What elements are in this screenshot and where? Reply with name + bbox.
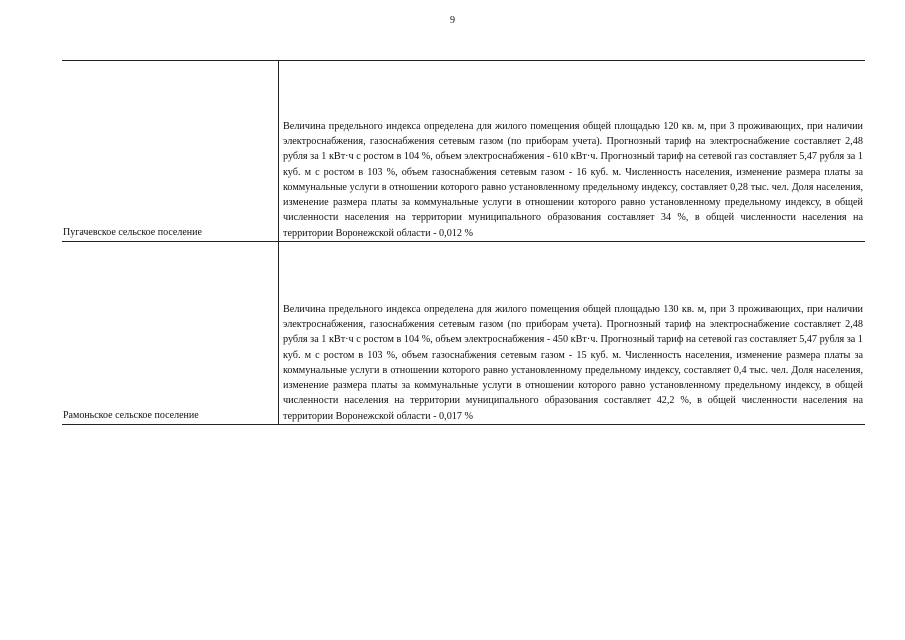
page-number: 9 (450, 15, 455, 26)
table-row (62, 61, 865, 242)
table-row (62, 242, 865, 425)
settlement-name: Рамоньское сельское поселение (62, 242, 279, 425)
settlement-description: Величина предельного индекса определена для жилого помещения общей площадью 120 кв. м, при 3 проживающих, при наличии электроснабжения, газоснабжения сетевым газом (по приборам учета). Прогнозный тариф на электроснабжение составляет 2,48 рубля за 1 кВт·ч с ростом в 104 %, объем электроснабжения - 610 кВт·ч. Прогнозный тариф на сетевой газ составляет 5,47 рубля за 1 куб. м с ростом в 103 %, объем газоснабжения сетевым газом - 16 куб. м. Численность населения, изменение размера платы за коммунальные услуги в отношении которого равно установленному предельному индексу, составляет 0,28 тыс. чел. Доля населения, изменение размера платы за коммунальные услуги в отношении которого равно установленному предельному индексу, в общей численности населения на территории муниципального образования составляет 34 %, в общей численности населения на территории Воронежской области - 0,012 % (279, 61, 866, 242)
settlement-description: Величина предельного индекса определена для жилого помещения общей площадью 130 кв. м, при 3 проживающих, при наличии электроснабжения, газоснабжения сетевым газом (по приборам учета). Прогнозный тариф на электроснабжение составляет 2,48 рубля за 1 кВт·ч с ростом в 104 %, объем электроснабжения - 450 кВт·ч. Прогнозный тариф на сетевой газ составляет 5,47 рубля за 1 куб. м с ростом в 103 %, объем газоснабжения сетевым газом - 15 куб. м. Численность населения, изменение размера платы за коммунальные услуги в отношении которого равно установленному предельному индексу, составляет 0,4 тыс. чел. Доля населения, изменение размера платы за коммунальные услуги в отношении которого равно установленному предельному индексу, в общей численности населения на территории муниципального образования составляет 42,2 %, в общей численности населения на территории Воронежской области - 0,017 % (279, 242, 866, 425)
settlement-name: Пугачевское сельское поселение (62, 61, 279, 242)
settlements-table (62, 60, 865, 425)
